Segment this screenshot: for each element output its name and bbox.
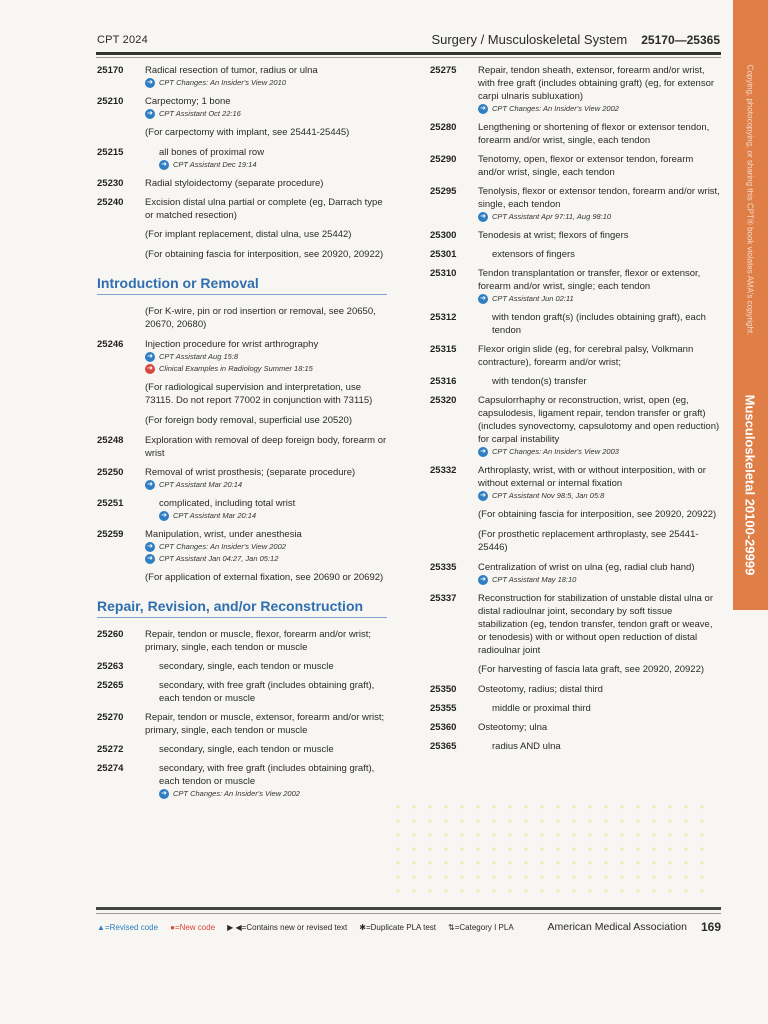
code-entry bbox=[97, 497, 387, 522]
cpt-code: 25315 bbox=[430, 344, 457, 355]
instruction-note: (For implant replacement, distal ulna, use 25442) bbox=[145, 229, 352, 240]
cpt-code: 25210 bbox=[97, 96, 124, 107]
code-description bbox=[478, 375, 720, 388]
description-text: Capsulorrhaphy or reconstruction, wrist, open (eg, capsulodesis, ligament repair, tendon transfer or graft) (includes synovectomy, capsulotomy and open reduction) for carpal instability bbox=[478, 395, 720, 445]
cpt-code: 25260 bbox=[97, 629, 124, 640]
reference-arrow-icon: ➜ bbox=[159, 511, 169, 521]
cpt-code: 25290 bbox=[430, 154, 457, 165]
instruction-note: (For carpectomy with implant, see 25441-25445) bbox=[145, 127, 350, 138]
page-footer bbox=[97, 920, 721, 934]
description-text: Osteotomy; ulna bbox=[478, 722, 548, 733]
reference-text: Clinical Examples in Radiology Summer 18:15 bbox=[159, 364, 313, 373]
reference-line bbox=[478, 446, 720, 458]
code-entry bbox=[97, 177, 387, 190]
code-description bbox=[478, 185, 720, 223]
cpt-code: 25301 bbox=[430, 249, 457, 260]
reference-arrow-icon: ➜ bbox=[478, 447, 488, 457]
code-description bbox=[478, 464, 720, 502]
cpt-code: 25335 bbox=[430, 562, 457, 573]
cpt-code: 25312 bbox=[430, 312, 457, 323]
cpt-code: 25360 bbox=[430, 722, 457, 733]
legend-duplicate: ✱=Duplicate PLA test bbox=[359, 922, 437, 932]
cpt-code: 25263 bbox=[97, 661, 124, 672]
radiology-arrow-icon: ➜ bbox=[145, 364, 155, 374]
code-description bbox=[145, 95, 387, 120]
description-text: Arthroplasty, wrist, with or without interposition, with or without external or internal fixation bbox=[478, 465, 706, 489]
code-entry bbox=[97, 660, 387, 673]
code-description bbox=[478, 153, 720, 179]
code-entry bbox=[430, 64, 720, 115]
reference-arrow-icon: ➜ bbox=[145, 352, 155, 362]
instruction-note: (For prosthetic replacement arthroplasty, see 25441-25446) bbox=[478, 529, 699, 553]
description-text: Radial styloidectomy (separate procedure) bbox=[145, 178, 324, 189]
description-text: Manipulation, wrist, under anesthesia bbox=[145, 529, 302, 540]
description-text: complicated, including total wrist bbox=[159, 498, 296, 509]
copyright-notice: Copying, photocopying, or sharing this CPT® book violates AMA's copyright. bbox=[745, 64, 755, 336]
code-entry bbox=[97, 95, 387, 120]
description-text: Lengthening or shortening of flexor or extensor tendon, forearm and/or wrist, single, each tendon bbox=[478, 122, 710, 146]
cpt-code: 25320 bbox=[430, 395, 457, 406]
code-description bbox=[478, 721, 720, 734]
code-entry bbox=[430, 721, 720, 734]
code-description bbox=[145, 338, 387, 375]
tab-section-label bbox=[735, 365, 765, 605]
description-text: Reconstruction for stabilization of unstable distal ulna or distal radioulnar joint, secondary by soft tissue stabilization (eg, tendon transfer, tendon graft or weave, or tenodesis) with or without open reduction of distal radioulnar joint bbox=[478, 593, 713, 656]
footer-rule-thin bbox=[96, 913, 721, 914]
description-text: Tenotomy, open, flexor or extensor tendon, forearm and/or wrist, single, each tendon bbox=[478, 154, 694, 178]
cpt-code: 25215 bbox=[97, 147, 124, 158]
code-entry bbox=[430, 702, 720, 715]
description-text: radius AND ulna bbox=[492, 741, 561, 752]
reference-line bbox=[145, 159, 387, 171]
code-description bbox=[145, 762, 387, 800]
description-text: Repair, tendon or muscle, flexor, forearm and/or wrist; primary, single, each tendon or muscle bbox=[145, 629, 371, 653]
code-description bbox=[478, 740, 720, 753]
section-heading bbox=[97, 275, 387, 295]
cpt-code: 25246 bbox=[97, 339, 124, 350]
code-description bbox=[145, 628, 387, 654]
code-description bbox=[145, 196, 387, 222]
reference-line bbox=[478, 490, 720, 502]
right-column bbox=[430, 64, 720, 759]
section-title: Introduction or Removal bbox=[97, 275, 387, 295]
reference-line bbox=[145, 553, 387, 565]
reference-text: CPT Changes: An Insider's View 2003 bbox=[492, 447, 619, 456]
cpt-code: 25251 bbox=[97, 498, 124, 509]
code-entry bbox=[430, 394, 720, 458]
code-entry bbox=[430, 121, 720, 147]
code-entry bbox=[430, 683, 720, 696]
header-code-range: 25170—25365 bbox=[641, 33, 720, 47]
reference-arrow-icon: ➜ bbox=[159, 160, 169, 170]
cpt-code: 25272 bbox=[97, 744, 124, 755]
cpt-code: 25332 bbox=[430, 465, 457, 476]
cpt-code: 25350 bbox=[430, 684, 457, 695]
description-text: extensors of fingers bbox=[492, 249, 575, 260]
code-entry bbox=[97, 628, 387, 654]
reference-line bbox=[145, 788, 387, 800]
code-entry bbox=[97, 762, 387, 800]
reference-arrow-icon: ➜ bbox=[478, 294, 488, 304]
code-description bbox=[478, 248, 720, 261]
description-text: Repair, tendon or muscle, extensor, forearm and/or wrist; primary, single, each tendon or muscle bbox=[145, 712, 385, 736]
left-column bbox=[97, 64, 387, 806]
code-description bbox=[145, 466, 387, 491]
section-range-label: Musculoskeletal 20100-29999 bbox=[742, 394, 758, 576]
cpt-code: 25310 bbox=[430, 268, 457, 279]
description-text: all bones of proximal row bbox=[159, 147, 265, 158]
code-entry bbox=[430, 248, 720, 261]
cpt-code: 25316 bbox=[430, 376, 457, 387]
footer-rule bbox=[96, 907, 721, 910]
reference-arrow-icon: ➜ bbox=[145, 78, 155, 88]
description-text: secondary, with free graft (includes obtaining graft), each tendon or muscle bbox=[159, 680, 375, 704]
code-description bbox=[145, 64, 387, 89]
header-rule bbox=[96, 52, 721, 55]
reference-text: CPT Changes: An Insider's View 2002 bbox=[492, 104, 619, 113]
code-description bbox=[478, 702, 720, 715]
cpt-code: 25270 bbox=[97, 712, 124, 723]
code-entry bbox=[97, 466, 387, 491]
code-description bbox=[145, 497, 387, 522]
reference-line bbox=[145, 77, 387, 89]
description-text: Removal of wrist prosthesis; (separate procedure) bbox=[145, 467, 356, 478]
cpt-code: 25250 bbox=[97, 467, 124, 478]
page-header-title bbox=[431, 32, 720, 47]
code-entry bbox=[430, 153, 720, 179]
reference-line bbox=[145, 510, 387, 522]
code-entry bbox=[97, 528, 387, 565]
cpt-code: 25295 bbox=[430, 186, 457, 197]
reference-line bbox=[145, 479, 387, 491]
section-heading bbox=[97, 598, 387, 618]
tab-copyright-text bbox=[735, 40, 765, 360]
reference-line bbox=[478, 574, 720, 586]
cpt-code: 25230 bbox=[97, 178, 124, 189]
reference-text: CPT Assistant May 18:10 bbox=[492, 575, 577, 584]
instruction-note: (For radiological supervision and interpretation, use 73115. Do not report 77002 in conjunction with 73115) bbox=[145, 382, 373, 406]
description-text: Flexor origin slide (eg, for cerebral palsy, Volkmann contracture), forearm and/or wrist; bbox=[478, 344, 694, 368]
cpt-code: 25280 bbox=[430, 122, 457, 133]
dotted-pattern bbox=[390, 800, 710, 900]
reference-text: CPT Assistant Jan 04:27, Jan 05:12 bbox=[159, 554, 279, 563]
code-entry bbox=[430, 740, 720, 753]
description-text: Carpectomy; 1 bone bbox=[145, 96, 231, 107]
reference-line bbox=[478, 293, 720, 305]
code-description bbox=[478, 311, 720, 337]
instruction-note: (For obtaining fascia for interposition, see 20920, 20922) bbox=[478, 509, 717, 520]
instruction-note: (For application of external fixation, see 20690 or 20692) bbox=[145, 572, 384, 583]
code-description bbox=[478, 343, 720, 369]
code-entry bbox=[430, 343, 720, 369]
code-description bbox=[478, 121, 720, 147]
legend-category: ⇅=Category I PLA bbox=[448, 922, 514, 932]
code-description bbox=[145, 146, 387, 171]
reference-text: CPT Assistant Nov 98:5, Jan 05:8 bbox=[492, 491, 605, 500]
reference-arrow-icon: ➜ bbox=[478, 104, 488, 114]
description-text: secondary, with free graft (includes obtaining graft), each tendon or muscle bbox=[159, 763, 375, 787]
description-text: middle or proximal third bbox=[492, 703, 591, 714]
description-text: Excision distal ulna partial or complete (eg, Darrach type or matched resection) bbox=[145, 197, 383, 221]
code-entry bbox=[430, 592, 720, 657]
code-entry bbox=[97, 338, 387, 375]
code-entry bbox=[430, 267, 720, 305]
reference-arrow-icon: ➜ bbox=[478, 491, 488, 501]
reference-arrow-icon: ➜ bbox=[478, 212, 488, 222]
code-description bbox=[145, 434, 387, 460]
code-description bbox=[145, 660, 387, 673]
reference-arrow-icon: ➜ bbox=[478, 575, 488, 585]
instruction-note: (For obtaining fascia for interposition, see 20920, 20922) bbox=[145, 249, 384, 260]
header-rule-thin bbox=[96, 57, 721, 58]
code-description bbox=[478, 394, 720, 458]
reference-text: CPT Assistant Mar 20:14 bbox=[173, 511, 257, 520]
legend-contains: ▶ ◀=Contains new or revised text bbox=[227, 922, 348, 932]
code-description bbox=[478, 561, 720, 586]
description-text: Tenodesis at wrist; flexors of fingers bbox=[478, 230, 629, 241]
cpt-code: 25265 bbox=[97, 680, 124, 691]
reference-line-red bbox=[145, 363, 387, 375]
cpt-code: 25240 bbox=[97, 197, 124, 208]
reference-line bbox=[478, 211, 720, 223]
header-title: Surgery / Musculoskeletal System bbox=[431, 32, 628, 47]
code-description bbox=[478, 64, 720, 115]
reference-text: CPT Changes: An Insider's View 2010 bbox=[159, 78, 286, 87]
code-entry bbox=[97, 146, 387, 171]
reference-arrow-icon: ➜ bbox=[145, 109, 155, 119]
instruction-note: (For harvesting of fascia lata graft, see 20920, 20922) bbox=[478, 664, 705, 675]
code-entry bbox=[430, 229, 720, 242]
code-entry bbox=[97, 196, 387, 222]
code-description bbox=[145, 528, 387, 565]
reference-text: CPT Assistant Jun 02:11 bbox=[492, 294, 574, 303]
cpt-code: 25355 bbox=[430, 703, 457, 714]
reference-line bbox=[145, 108, 387, 120]
description-text: Exploration with removal of deep foreign body, forearm or wrist bbox=[145, 435, 387, 459]
code-description bbox=[478, 683, 720, 696]
code-description bbox=[145, 177, 387, 190]
code-description bbox=[145, 743, 387, 756]
reference-arrow-icon: ➜ bbox=[145, 480, 155, 490]
code-description bbox=[478, 592, 720, 657]
page-number: 169 bbox=[700, 920, 721, 934]
description-text: Repair, tendon sheath, extensor, forearm and/or wrist, with free graft (includes obtaining graft) (eg, for extensor carpi ulnaris subluxation) bbox=[478, 65, 715, 102]
code-entry bbox=[97, 434, 387, 460]
reference-text: CPT Assistant Aug 15:8 bbox=[159, 352, 239, 361]
reference-line bbox=[145, 351, 387, 363]
description-text: Radical resection of tumor, radius or ulna bbox=[145, 65, 318, 76]
legend-new: ●=New code bbox=[170, 922, 216, 932]
description-text: Tenolysis, flexor or extensor tendon, forearm and/or wrist, single, each tendon bbox=[478, 186, 720, 210]
cpt-code: 25300 bbox=[430, 230, 457, 241]
reference-arrow-icon: ➜ bbox=[145, 542, 155, 552]
reference-text: CPT Assistant Mar 20:14 bbox=[159, 480, 243, 489]
reference-text: CPT Assistant Dec 19:14 bbox=[173, 160, 257, 169]
legend-revised: ▲=Revised code bbox=[97, 922, 159, 932]
reference-line bbox=[145, 541, 387, 553]
publisher-name: American Medical Association bbox=[547, 921, 687, 933]
code-description bbox=[478, 229, 720, 242]
cpt-code: 25337 bbox=[430, 593, 457, 604]
page-header-left: CPT 2024 bbox=[97, 34, 148, 46]
section-title: Repair, Revision, and/or Reconstruction bbox=[97, 598, 387, 618]
code-entry bbox=[430, 561, 720, 586]
cpt-code: 25248 bbox=[97, 435, 124, 446]
reference-arrow-icon: ➜ bbox=[145, 554, 155, 564]
description-text: with tendon(s) transfer bbox=[492, 376, 587, 387]
code-description bbox=[145, 679, 387, 705]
cpt-code: 25170 bbox=[97, 65, 124, 76]
code-entry bbox=[430, 185, 720, 223]
cpt-code: 25365 bbox=[430, 741, 457, 752]
code-entry bbox=[97, 64, 387, 89]
description-text: secondary, single, each tendon or muscle bbox=[159, 744, 334, 755]
reference-line bbox=[478, 103, 720, 115]
instruction-note: (For foreign body removal, superficial use 20520) bbox=[145, 415, 352, 426]
code-entry bbox=[430, 464, 720, 502]
description-text: secondary, single, each tendon or muscle bbox=[159, 661, 334, 672]
cpt-code: 25259 bbox=[97, 529, 124, 540]
cpt-code: 25275 bbox=[430, 65, 457, 76]
reference-arrow-icon: ➜ bbox=[159, 789, 169, 799]
description-text: with tendon graft(s) (includes obtaining graft), each tendon bbox=[492, 312, 706, 336]
description-text: Osteotomy, radius; distal third bbox=[478, 684, 603, 695]
reference-text: CPT Changes: An Insider's View 2002 bbox=[159, 542, 286, 551]
code-description bbox=[145, 711, 387, 737]
description-text: Tendon transplantation or transfer, flexor or extensor, forearm and/or wrist, single; each tendon bbox=[478, 268, 701, 292]
code-entry bbox=[97, 711, 387, 737]
code-entry bbox=[430, 375, 720, 388]
code-entry bbox=[430, 311, 720, 337]
code-description bbox=[478, 267, 720, 305]
reference-text: CPT Assistant Apr 97:11, Aug 98:10 bbox=[492, 212, 612, 221]
description-text: Centralization of wrist on ulna (eg, radial club hand) bbox=[478, 562, 695, 573]
cpt-code: 25274 bbox=[97, 763, 124, 774]
code-entry bbox=[97, 743, 387, 756]
instruction-note: (For K-wire, pin or rod insertion or removal, see 20650, 20670, 20680) bbox=[145, 306, 376, 330]
code-entry bbox=[97, 679, 387, 705]
reference-text: CPT Changes: An Insider's View 2002 bbox=[173, 789, 300, 798]
reference-text: CPT Assistant Oct 22:16 bbox=[159, 109, 241, 118]
description-text: Injection procedure for wrist arthrography bbox=[145, 339, 319, 350]
